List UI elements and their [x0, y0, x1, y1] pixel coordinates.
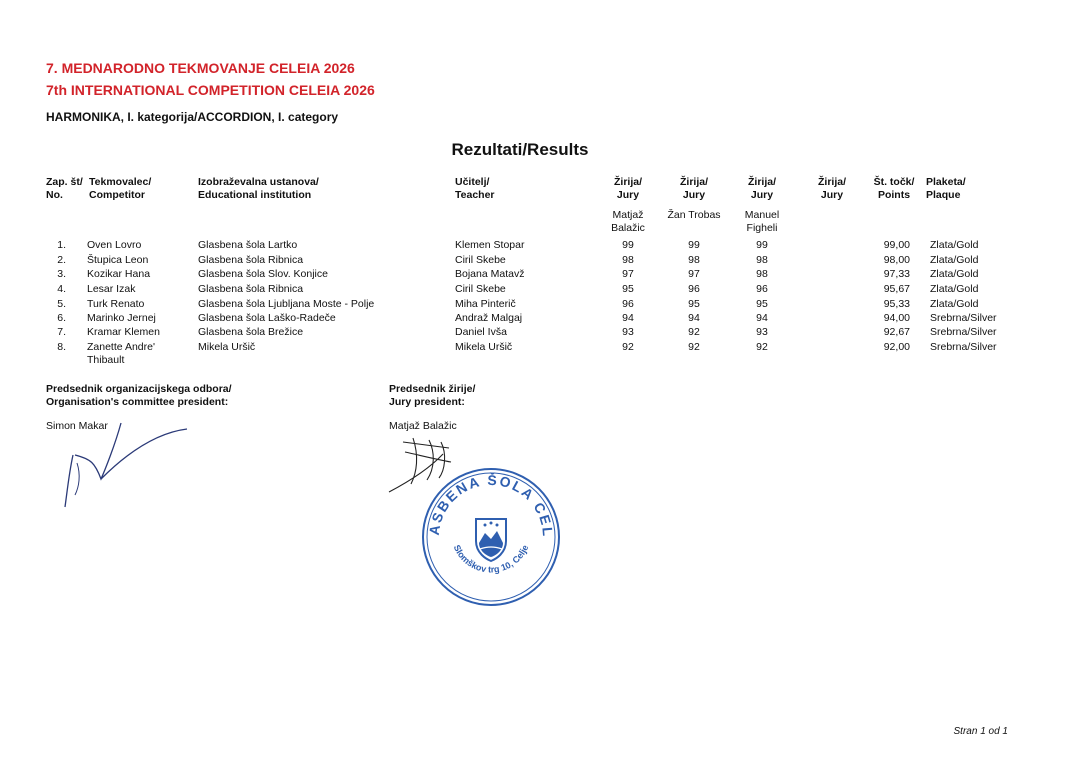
row-teacher: Ciril Skebe [455, 254, 506, 266]
row-no: 2. [57, 254, 66, 266]
jury-name-2: Žan Trobas [667, 209, 721, 221]
row-jury-2: 92 [688, 341, 700, 353]
row-teacher: Bojana Matavž [455, 268, 525, 280]
row-no: 5. [57, 298, 66, 310]
row-points: 99,00 [883, 239, 910, 251]
row-teacher: Ciril Skebe [455, 283, 506, 295]
row-competitor: Štupica Leon [87, 254, 149, 266]
row-jury-1: 98 [622, 254, 634, 266]
category-subtitle: HARMONIKA, I. kategorija/ACCORDION, I. category [46, 110, 339, 124]
row-plaque: Zlata/Gold [930, 239, 979, 251]
row-institution: Glasbena šola Lartko [198, 239, 298, 251]
row-plaque: Srebrna/Silver [930, 312, 997, 324]
row-jury-3: 98 [756, 254, 768, 266]
row-teacher: Mikela Uršič [455, 341, 513, 353]
row-teacher: Klemen Stopar [455, 239, 525, 251]
title-slovene: 7. MEDNARODNO TEKMOVANJE CELEIA 2026 [46, 60, 355, 76]
row-jury-1: 94 [622, 312, 634, 324]
row-points: 92,67 [883, 326, 910, 338]
row-points: 98,00 [883, 254, 910, 266]
row-plaque: Zlata/Gold [930, 298, 979, 310]
row-competitor: Lesar Izak [87, 283, 136, 295]
row-plaque: Zlata/Gold [930, 268, 979, 280]
svg-text:Slomškov trg 10, Celje: Slomškov trg 10, Celje [451, 543, 531, 575]
header-no: Zap. št/ No. [46, 176, 83, 201]
row-jury-1: 97 [622, 268, 634, 280]
row-jury-2: 98 [688, 254, 700, 266]
row-jury-1: 99 [622, 239, 634, 251]
row-jury-2: 99 [688, 239, 700, 251]
row-jury-2: 96 [688, 283, 700, 295]
row-jury-1: 95 [622, 283, 634, 295]
results-heading: Rezultati/Results [451, 140, 589, 159]
row-institution: Glasbena šola Ribnica [198, 283, 304, 295]
row-institution: Mikela Uršič [198, 341, 256, 353]
row-competitor: Oven Lovro [87, 239, 142, 251]
header-jury-1: Žirija/ Jury [613, 176, 642, 201]
row-institution: Glasbena šola Slov. Konjice [198, 268, 328, 280]
row-jury-3: 98 [756, 268, 768, 280]
row-competitor: Kramar Klemen [87, 326, 160, 338]
row-jury-3: 93 [756, 326, 768, 338]
row-competitor: Zanette Andre' Thibault [87, 341, 155, 366]
row-teacher: Miha Pinterič [455, 298, 516, 310]
header-institution: Izobraževalna ustanova/ Educational institution [198, 176, 319, 201]
row-teacher: Andraž Malgaj [455, 312, 523, 324]
row-jury-3: 99 [756, 239, 768, 251]
row-institution: Glasbena šola Ljubljana Moste - Polje [198, 298, 375, 310]
row-jury-2: 97 [688, 268, 700, 280]
row-jury-3: 92 [756, 341, 768, 353]
row-no: 3. [57, 268, 66, 280]
row-jury-1: 96 [622, 298, 634, 310]
header-jury-2: Žirija/ Jury [679, 176, 708, 201]
row-institution: Glasbena šola Ribnica [198, 254, 304, 266]
jury-name-3: Manuel Figheli [744, 209, 780, 234]
organisation-president-name: Simon Makar [46, 420, 108, 432]
jury-president-name: Matjaž Balažic [389, 420, 457, 432]
row-points: 95,67 [883, 283, 910, 295]
row-jury-2: 92 [688, 326, 700, 338]
page-counter: Stran 1 od 1 [953, 726, 1008, 737]
row-plaque: Zlata/Gold [930, 283, 979, 295]
header-jury-4: Žirija/ Jury [817, 176, 846, 201]
row-points: 95,33 [883, 298, 910, 310]
row-points: 97,33 [883, 268, 910, 280]
row-jury-3: 95 [756, 298, 768, 310]
header-teacher: Učitelj/ Teacher [455, 176, 495, 201]
row-points: 92,00 [883, 341, 910, 353]
jury-president-label: Predsednik žirije/ Jury president: [389, 383, 476, 408]
row-plaque: Srebrna/Silver [930, 341, 997, 353]
row-institution: Glasbena šola Brežice [198, 326, 304, 338]
header-plaque: Plaketa/ Plaque [926, 176, 966, 201]
row-points: 94,00 [883, 312, 910, 324]
row-no: 8. [57, 341, 66, 353]
header-points: Št. točk/ Points [873, 176, 915, 201]
jury-name-1: Matjaž Balažic [611, 209, 645, 234]
row-jury-1: 93 [622, 326, 634, 338]
row-plaque: Zlata/Gold [930, 254, 979, 266]
row-jury-3: 94 [756, 312, 768, 324]
header-jury-3: Žirija/ Jury [747, 176, 776, 201]
organisation-president-label: Predsednik organizacijskega odbora/ Organisation's committee president: [46, 383, 232, 408]
row-competitor: Turk Renato [87, 298, 145, 310]
row-no: 4. [57, 283, 66, 295]
row-plaque: Srebrna/Silver [930, 326, 997, 338]
school-stamp [412, 452, 563, 609]
row-competitor: Kozikar Hana [87, 268, 151, 280]
row-jury-1: 92 [622, 341, 634, 353]
row-jury-2: 95 [688, 298, 700, 310]
header-competitor: Tekmovalec/ Competitor [89, 176, 152, 201]
row-institution: Glasbena šola Laško-Radeče [198, 312, 336, 324]
row-no: 1. [57, 239, 66, 251]
row-jury-3: 96 [756, 283, 768, 295]
title-english: 7th INTERNATIONAL COMPETITION CELEIA 2026 [46, 82, 375, 98]
signature-left [55, 415, 215, 515]
row-no: 6. [57, 312, 66, 324]
row-teacher: Daniel Ivša [455, 326, 507, 338]
row-competitor: Marinko Jernej [87, 312, 156, 324]
svg-text:GLASBENA ŠOLA CELJE: GLASBENA ŠOLA CELJE [412, 452, 557, 539]
row-jury-2: 94 [688, 312, 700, 324]
row-no: 7. [57, 326, 66, 338]
